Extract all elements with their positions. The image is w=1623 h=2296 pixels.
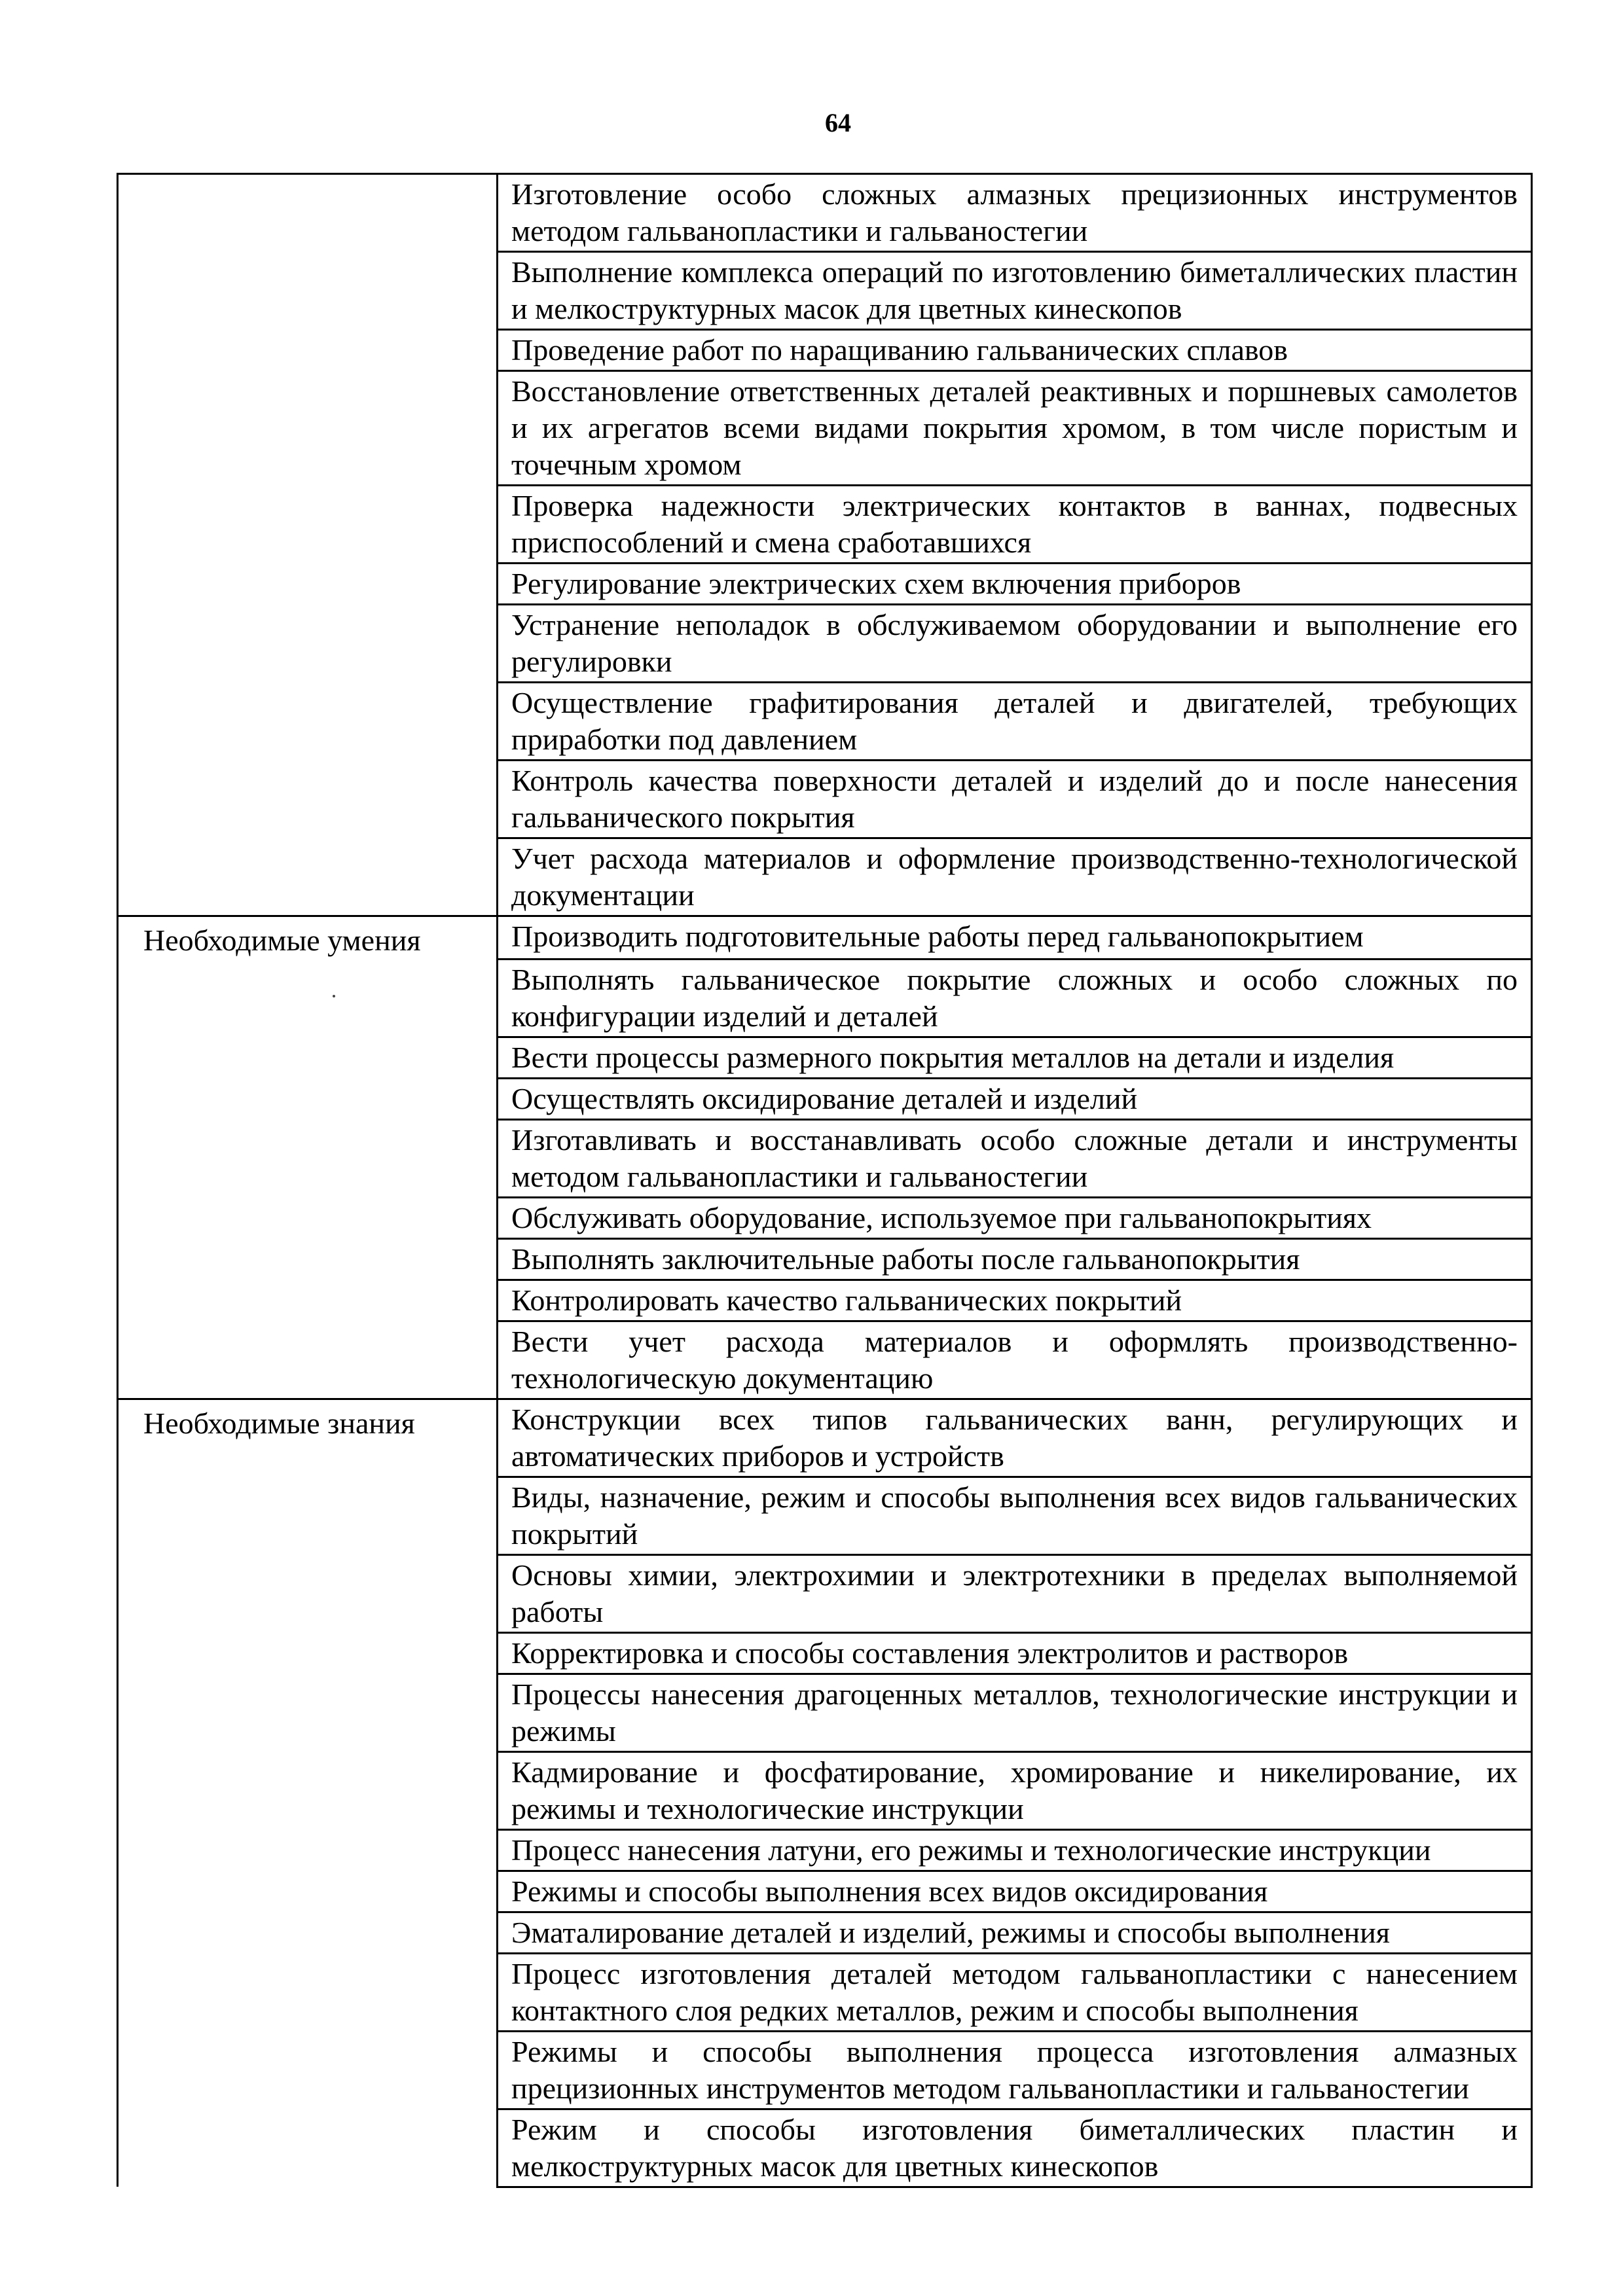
section-label-continuation xyxy=(118,1912,498,1953)
table-cell-item: Процесс изготовления деталей методом гальванопластики с нанесением контактного слоя редких металлов, режим и способы выполнения xyxy=(498,1953,1532,2031)
section-label: Необходимые умения xyxy=(118,916,498,960)
section-label: Необходимые знания xyxy=(118,1399,498,1477)
table-row xyxy=(118,605,1532,683)
section-label xyxy=(118,174,498,252)
table-row xyxy=(118,1632,1532,1674)
table-row xyxy=(118,683,1532,761)
table-row xyxy=(118,1477,1532,1554)
table-row xyxy=(118,330,1532,371)
table-row xyxy=(118,1197,1532,1238)
table-cell-item: Процессы нанесения драгоценных металлов, технологические инструкции и режимы xyxy=(498,1674,1532,1751)
section-label-continuation xyxy=(118,1197,498,1238)
table-cell-item: Кадмирование и фосфатирование, хромирование и никелирование, их режимы и технологические инструкции xyxy=(498,1751,1532,1829)
table-cell-item: Режимы и способы выполнения процесса изготовления алмазных прецизионных инструментов методом гальванопластики и гальваностегии xyxy=(498,2031,1532,2109)
section-label-continuation xyxy=(118,564,498,605)
table-cell-item: Корректировка и способы составления электролитов и растворов xyxy=(498,1632,1532,1674)
section-label-continuation xyxy=(118,2109,498,2187)
section-label-continuation xyxy=(118,1871,498,1912)
table-row xyxy=(118,959,1532,1037)
section-label-continuation xyxy=(118,371,498,486)
section-label-continuation xyxy=(118,838,498,916)
table-cell-item: Вести учет расхода материалов и оформлять производственно-технологическую документацию xyxy=(498,1321,1532,1399)
table-cell-item: Вести процессы размерного покрытия металлов на детали и изделия xyxy=(498,1037,1532,1078)
table-cell-item: Выполнять заключительные работы после гальванопокрытия xyxy=(498,1238,1532,1280)
table-row xyxy=(118,1119,1532,1197)
section-label-continuation xyxy=(118,1751,498,1829)
section-label-continuation xyxy=(118,252,498,330)
section-label-continuation xyxy=(118,1321,498,1399)
table-cell-item: Основы химии, электрохимии и электротехники в пределах выполняемой работы xyxy=(498,1554,1532,1632)
table-row xyxy=(118,252,1532,330)
table-cell-item: Производить подготовительные работы перед гальванопокрытием xyxy=(498,916,1532,960)
section-label-continuation xyxy=(118,1829,498,1871)
competency-table xyxy=(117,173,1533,2188)
table-row xyxy=(118,2109,1532,2187)
table-row xyxy=(118,1037,1532,1078)
table-row xyxy=(118,1871,1532,1912)
table-row xyxy=(118,1399,1532,1477)
table-cell-item: Регулирование электрических схем включения приборов xyxy=(498,564,1532,605)
table-row xyxy=(118,1674,1532,1751)
table-row xyxy=(118,916,1532,960)
table-row xyxy=(118,838,1532,916)
table-row xyxy=(118,1078,1532,1119)
table-cell-item: Проверка надежности электрических контактов в ваннах, подвесных приспособлений и смена сработавшихся xyxy=(498,486,1532,564)
table-row xyxy=(118,1280,1532,1321)
table-cell-item: Конструкции всех типов гальванических ванн, регулирующих и автоматических приборов и устройств xyxy=(498,1399,1532,1477)
table-cell-item: Осуществление графитирования деталей и двигателей, требующих приработки под давлением xyxy=(498,683,1532,761)
table-cell-item: Изготовление особо сложных алмазных прецизионных инструментов методом гальванопластики и гальваностегии xyxy=(498,174,1532,252)
section-label-continuation xyxy=(118,1280,498,1321)
section-label-continuation xyxy=(118,605,498,683)
section-label-continuation xyxy=(118,1078,498,1119)
section-label-continuation xyxy=(118,959,498,1037)
table-row xyxy=(118,371,1532,486)
section-label-continuation xyxy=(118,683,498,761)
section-label-continuation xyxy=(118,761,498,838)
table-row xyxy=(118,174,1532,252)
section-label-continuation xyxy=(118,1037,498,1078)
table-cell-item: Контролировать качество гальванических покрытий xyxy=(498,1280,1532,1321)
section-label-continuation xyxy=(118,1238,498,1280)
table-row xyxy=(118,1751,1532,1829)
section-label-continuation xyxy=(118,330,498,371)
table-row xyxy=(118,2031,1532,2109)
table-cell-item: Осуществлять оксидирование деталей и изделий xyxy=(498,1078,1532,1119)
section-label-continuation xyxy=(118,1953,498,2031)
table-cell-item: Режимы и способы выполнения всех видов оксидирования xyxy=(498,1871,1532,1912)
table-row xyxy=(118,1554,1532,1632)
table-cell-item: Проведение работ по наращиванию гальванических сплавов xyxy=(498,330,1532,371)
section-label-continuation xyxy=(118,1674,498,1751)
table-cell-item: Контроль качества поверхности деталей и изделий до и после нанесения гальванического покрытия xyxy=(498,761,1532,838)
section-label-continuation xyxy=(118,1632,498,1674)
table-cell-item: Выполнять гальваническое покрытие сложных и особо сложных по конфигурации изделий и деталей xyxy=(498,959,1532,1037)
table-row xyxy=(118,1321,1532,1399)
table-cell-item: Восстановление ответственных деталей реактивных и поршневых самолетов и их агрегатов всеми видами покрытия хромом, в том числе пористым и точечным хромом xyxy=(498,371,1532,486)
table-row xyxy=(118,1238,1532,1280)
section-label-continuation xyxy=(118,2031,498,2109)
section-label-continuation xyxy=(118,1554,498,1632)
page-number: 64 xyxy=(825,108,851,137)
table-cell-item: Виды, назначение, режим и способы выполнения всех видов гальванических покрытий xyxy=(498,1477,1532,1554)
table-cell-item: Изготавливать и восстанавливать особо сложные детали и инструменты методом гальванопластики и гальваностегии xyxy=(498,1119,1532,1197)
table-cell-item: Выполнение комплекса операций по изготовлению биметаллических пластин и мелкоструктурных масок для цветных кинескопов xyxy=(498,252,1532,330)
scan-dot xyxy=(333,995,335,997)
section-label-continuation xyxy=(118,1477,498,1554)
table-row xyxy=(118,564,1532,605)
table-row xyxy=(118,1829,1532,1871)
table-row xyxy=(118,1953,1532,2031)
table-cell-item: Обслуживать оборудование, используемое при гальванопокрытиях xyxy=(498,1197,1532,1238)
table-cell-item: Устранение неполадок в обслуживаемом оборудовании и выполнение его регулировки xyxy=(498,605,1532,683)
table-cell-item: Учет расхода материалов и оформление производственно-технологической документации xyxy=(498,838,1532,916)
table-cell-item: Режим и способы изготовления биметаллических пластин и мелкоструктурных масок для цветных кинескопов xyxy=(498,2109,1532,2187)
section-label-continuation xyxy=(118,486,498,564)
table-row xyxy=(118,761,1532,838)
table-row xyxy=(118,1912,1532,1953)
table-row xyxy=(118,486,1532,564)
table-cell-item: Процесс нанесения латуни, его режимы и технологические инструкции xyxy=(498,1829,1532,1871)
table-cell-item: Эматалирование деталей и изделий, режимы и способы выполнения xyxy=(498,1912,1532,1953)
section-label-continuation xyxy=(118,1119,498,1197)
